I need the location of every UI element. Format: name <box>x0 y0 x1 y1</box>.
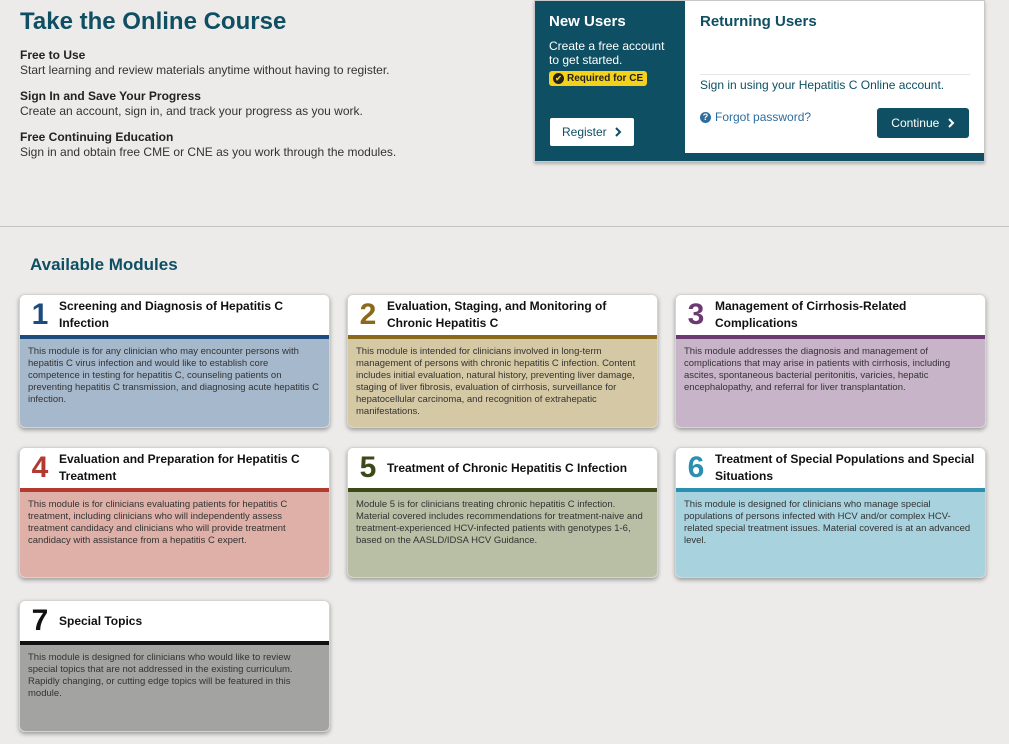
register-button[interactable] <box>549 117 635 147</box>
module-description: This module is intended for clinicians involved in long-term management of persons with chronic hepatitis C infection. Content includes initial evaluation, natural history, preventing liver damage, staging of liver fibrosis, evaluation of cirrhosis, surveillance for hepatocellular carcinoma, and recognition of extrahepatic manifestations. <box>348 339 657 427</box>
module-card-header <box>20 601 329 645</box>
intro-item-free-ce <box>20 130 520 160</box>
module-title[interactable]: Treatment of Special Populations and Special Situations <box>715 452 975 483</box>
module-card-header <box>348 295 657 339</box>
returning-users-panel <box>685 1 985 155</box>
intro-text: Sign in and obtain free CME or CNE as you work through the modules. <box>20 145 397 159</box>
module-description: This module is designed for clinicians who manage special populations of persons infected with HCV and/or complex HCV-related special treatment issues. Material covered is at an advanced level. <box>676 492 985 577</box>
intro-text: Create an account, sign in, and track your progress as you work. <box>20 104 363 118</box>
intro-heading: Sign In and Save Your Progress <box>20 89 201 103</box>
available-modules-heading: Available Modules <box>30 255 178 274</box>
module-number: 2 <box>359 298 377 331</box>
signin-text: Sign in using your Hepatitis C Online account. <box>700 78 945 92</box>
new-users-panel <box>535 1 685 155</box>
module-number: 7 <box>31 604 49 637</box>
intro-heading: Free Continuing Education <box>20 130 174 144</box>
module-card-1[interactable] <box>19 294 330 428</box>
module-number: 6 <box>687 451 705 484</box>
module-title[interactable]: Management of Cirrhosis-Related Complications <box>715 299 907 330</box>
continue-label: Continue <box>891 116 940 130</box>
module-description: This module addresses the diagnosis and management of complications that may arise in patients with cirrhosis, including ascites, spontaneous bacterial peritonitis, varicies, hepatic encephalopathy, and referral for liver transplantation. <box>676 339 985 427</box>
new-users-title: New Users <box>549 13 626 30</box>
section-divider <box>0 226 1009 227</box>
module-card-4[interactable] <box>19 447 330 578</box>
module-title[interactable]: Special Topics <box>59 613 143 628</box>
chevron-right-icon <box>614 127 622 137</box>
check-circle-icon: ✔ <box>553 73 564 84</box>
module-card-6[interactable] <box>675 447 986 578</box>
module-card-header <box>20 448 329 492</box>
module-card-header <box>348 448 657 492</box>
chevron-right-icon <box>947 118 955 128</box>
module-card-5[interactable] <box>347 447 658 578</box>
page-title: Take the Online Course <box>20 8 287 35</box>
module-card-3[interactable] <box>675 294 986 428</box>
forgot-password-label: Forgot password? <box>715 110 812 124</box>
returning-users-title: Returning Users <box>700 13 817 30</box>
divider <box>700 74 970 75</box>
module-description: This module is designed for clinicians who would like to review special topics that are not addressed in the existing curriculum. Rapidly changing, or cutting edge topics will be featured in this module. <box>20 645 329 731</box>
module-title[interactable]: Evaluation, Staging, and Monitoring of Chronic Hepatitis C <box>387 299 607 330</box>
module-number: 1 <box>31 298 49 331</box>
module-card-header <box>676 295 985 339</box>
module-title[interactable]: Screening and Diagnosis of Hepatitis C Infection <box>59 299 284 330</box>
module-card-header <box>20 295 329 339</box>
intro-text: Start learning and review materials anytime without having to register. <box>20 63 390 77</box>
module-description: Module 5 is for clinicians treating chronic hepatitis C infection. Material covered includes recommendations for treatment-naive and treatment-experienced HCV-infected patients with genotypes 1-6, based on the AASLD/IDSA HCV Guidance. <box>348 492 657 577</box>
intro-heading: Free to Use <box>20 48 86 62</box>
intro-item-free-to-use <box>20 48 520 78</box>
login-panel <box>534 0 985 162</box>
module-card-2[interactable] <box>347 294 658 428</box>
module-number: 4 <box>31 451 49 484</box>
module-title[interactable]: Evaluation and Preparation for Hepatitis C Treatment <box>59 452 300 483</box>
module-number: 5 <box>359 451 377 484</box>
module-card-header <box>676 448 985 492</box>
module-description: This module is for any clinician who may encounter persons with hepatitis C virus infection and would like to establish core competence in testing for hepatitis C, counseling patients on preventing hepatitis C transmission, and diagnosing acute hepatitis C infection. <box>20 339 329 427</box>
forgot-password-link[interactable] <box>700 110 811 124</box>
new-users-text: Create a free account to get started. <box>549 39 665 67</box>
question-circle-icon: ? <box>700 112 711 123</box>
intro-section <box>20 48 520 171</box>
module-card-7[interactable] <box>19 600 330 732</box>
login-panel-bar <box>535 153 984 161</box>
required-for-ce-badge <box>549 71 647 86</box>
module-description: This module is for clinicians evaluating patients for hepatitis C treatment, including clinicians who will independently assess treatment candidacy and clinicians who will provide treatment candidacy with assistance from a hepatitis C expert. <box>20 492 329 577</box>
badge-label: Required for CE <box>567 73 644 84</box>
module-title[interactable]: Treatment of Chronic Hepatitis C Infection <box>387 460 628 475</box>
intro-item-sign-in <box>20 89 520 119</box>
continue-button[interactable] <box>877 108 969 138</box>
module-number: 3 <box>687 298 705 331</box>
register-label: Register <box>561 125 607 139</box>
